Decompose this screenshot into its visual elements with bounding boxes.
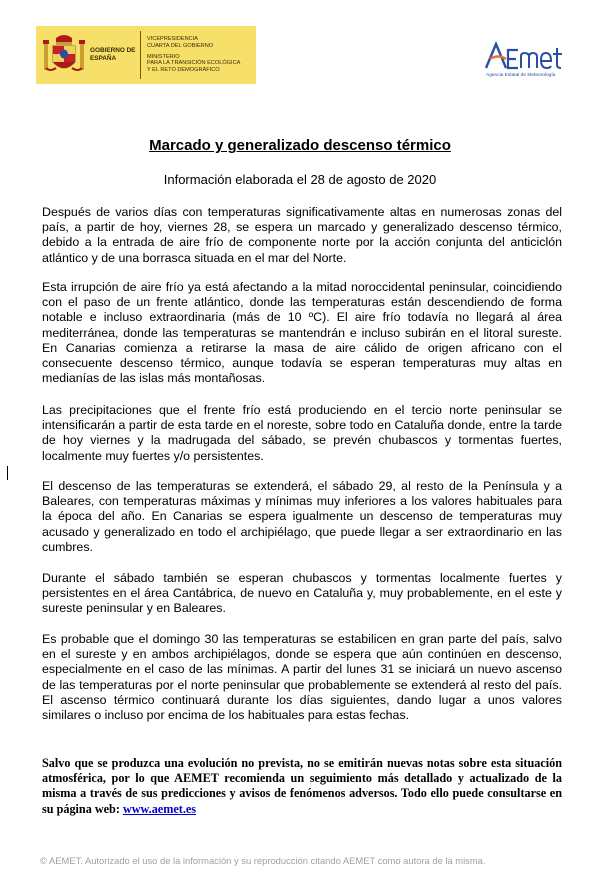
ministry-line: PARA LA TRANSICIÓN ECOLÓGICA: [147, 60, 241, 67]
body-paragraph: Es probable que el domingo 30 las temperaturas se estabilicen en gran parte del país, salvo en el sureste y en ambos archipiélagos, donde se espera que aún continúen en descenso, especialmente en el caso de las mínimas. A partir del lunes 31 se iniciará un nuevo ascenso de las temperaturas por el norte peninsular que probablemente se extenderá al resto del país. El ascenso térmico continuará durante los días siguientes, dando lugar a unos valores similares o incluso por encima de los habituales para estas fechas.: [42, 632, 562, 723]
vicepresidency-line: CUARTA DEL GOBIERNO: [147, 42, 214, 49]
coat-of-arms-icon: [42, 32, 86, 78]
aemet-wordmark-icon: [484, 40, 568, 72]
document-date: Información elaborada el 28 de agosto de 2020: [163, 172, 437, 187]
header-divider: [140, 31, 141, 79]
text-cursor: [7, 466, 8, 480]
body-paragraph: Las precipitaciones que el frente frío está produciendo en el tercio norte peninsular se intensificarán a partir de esta tarde en el noreste, sobre todo en Cataluña donde, entre la tarde de hoy viernes y la madrugada del sábado, se prevén chubascos y tormentas fuertes, localmente muy fuertes y/o persistentes.: [42, 403, 562, 463]
vicepresidency-line: VICEPRESIDENCIA: [147, 36, 198, 42]
copyright-footer: © AEMET. Autorizado el uso de la información y su reproducción citando AEMET como autora de la misma.: [40, 855, 486, 866]
aemet-logo: [484, 40, 568, 84]
body-paragraph: Después de varios días con temperaturas significativamente altas en numerosas zonas del país, a partir de hoy, viernes 28, se espera un marcado y generalizado descenso térmico, debido a la entrada de aire frío de componente norte por la acción conjunta del anticiclón atlántico y de una borrasca situada en el mar del Norte.: [42, 205, 562, 265]
notice-text: Salvo que se produzca una evolución no prevista, no se emitirán nuevas notas sobre esta situación atmosférica, por lo que AEMET recomienda un seguimiento más detallado y actualizado de la misma a través de sus predicciones y avisos de fenómenos adversos. Todo ello puede consultarse en su página web:: [42, 756, 562, 816]
body-paragraph: Durante el sábado también se esperan chubascos y tormentas localmente fuertes y persistentes en el área Cantábrica, de nuevo en Cataluña y, muy probablemente, en el este y sureste peninsular y en Baleares.: [42, 571, 562, 616]
ministry-line: Y EL RETO DEMOGRÁFICO: [147, 67, 220, 74]
document-title: Marcado y generalizado descenso térmico: [149, 137, 451, 154]
body-paragraph: El descenso de las temperaturas se extenderá, el sábado 29, al resto de la Península y a Baleares, con temperaturas máximas y mínimas muy inferiores a los valores habituales para la época del año. En Canarias se espera igualmente un descenso de temperaturas muy acusado y generalizado en todo el archipiélago, que puede llegar a ser extraordinario en las cumbres.: [42, 479, 562, 554]
ministry-line: MINISTERIO: [147, 53, 180, 60]
government-header-band: [36, 26, 256, 84]
aemet-website-link[interactable]: www.aemet.es: [122, 801, 197, 816]
notice-paragraph: [42, 756, 562, 817]
body-paragraph: Esta irrupción de aire frío ya está afectando a la mitad noroccidental peninsular, coincidiendo con el paso de un frente atlántico, donde las temperaturas están descendiendo de forma notable e incluso extraordinaria (más de 10 ºC). El aire frío todavía no llegará al área mediterránea, donde las temperaturas se mantendrán e incluso subirán en el litoral sureste. En Canarias comienza a retirarse la masa de aire cálido de origen africano con el consecuente descenso térmico, aunque todavía se esperan temperaturas muy altas en medianías de las islas más montañosas.: [42, 280, 562, 386]
agency-name: Agencia Estatal de Meteorología: [486, 73, 556, 78]
ministry-block: [147, 36, 256, 74]
government-name: GOBIERNO DE ESPAÑA: [90, 47, 136, 62]
